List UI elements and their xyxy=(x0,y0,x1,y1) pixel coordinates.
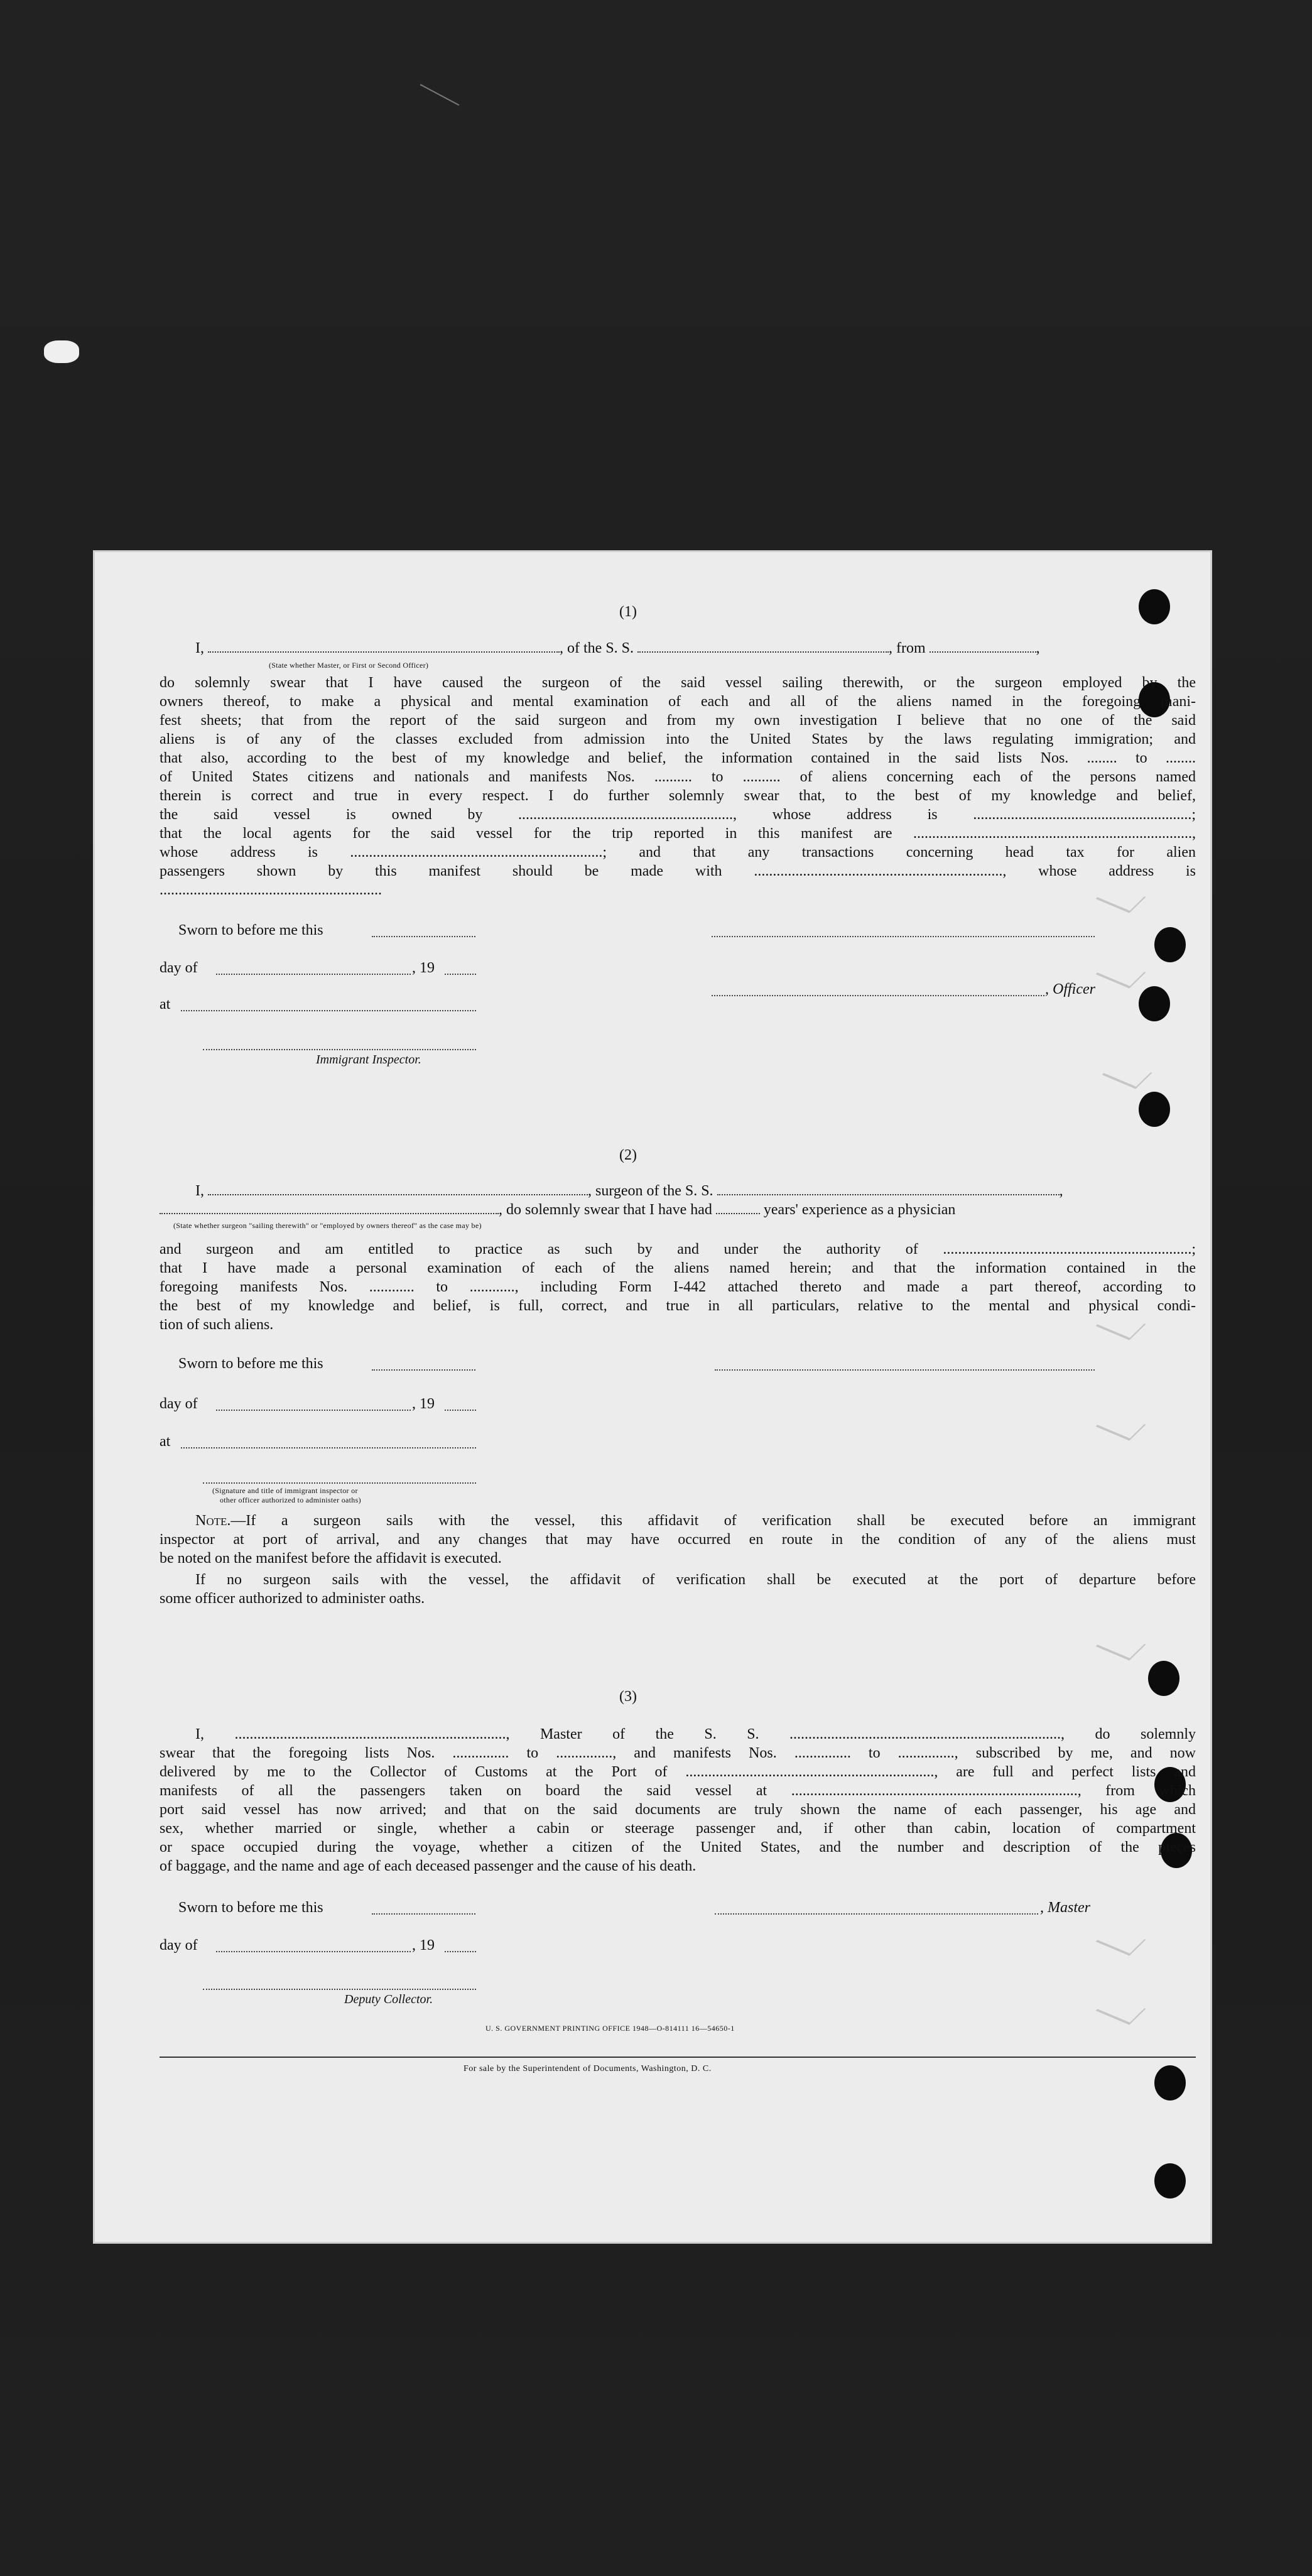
s1-inspector-blank[interactable] xyxy=(203,1049,476,1050)
s2-at-blank[interactable] xyxy=(181,1447,476,1448)
s1-text-line: fest sheets; that from the report of the said surgeon and from my own investigation I believe that no one of the said xyxy=(160,712,1196,729)
s1-text-line: of United States citizens and nationals and manifests Nos. .......... to .......... of aliens concerning each of the persons named xyxy=(160,769,1196,785)
s1-year-label: , 19 xyxy=(412,960,435,976)
s1-officer-blank[interactable] xyxy=(712,995,1044,996)
s3-sworn-blank[interactable] xyxy=(372,1913,475,1915)
s2-sig-hint-1: (Signature and title of immigrant inspector or xyxy=(212,1486,358,1495)
s2-oath-line-2: , do solemnly swear that I have had years' experience as a physician xyxy=(160,1202,955,1219)
note-line: If no surgeon sails with the vessel, the affidavit of verification shall be executed at the port of departure before xyxy=(195,1572,1196,1588)
s2-year-blank[interactable] xyxy=(445,1410,476,1411)
punch-hole xyxy=(1154,927,1186,962)
note-line: be noted on the manifest before the affidavit is executed. xyxy=(160,1550,502,1567)
s3-master-blank[interactable] xyxy=(715,1913,1038,1915)
s1-text-line: that the local agents for the said vessel for the trip reported in this manifest are .........................................................................., xyxy=(160,825,1196,842)
s3-year-blank[interactable] xyxy=(445,1951,476,1952)
s1-name-blank[interactable] xyxy=(208,641,560,653)
s1-inspector-label: Immigrant Inspector. xyxy=(316,1053,421,1067)
sale-notice: For sale by the Superintendent of Documents, Washington, D. C. xyxy=(464,2064,712,2073)
s3-master-label: , Master xyxy=(1040,1899,1090,1916)
bleed-through-mark xyxy=(1096,1994,1146,2024)
section-2-number: (2) xyxy=(619,1147,637,1163)
s1-at-label: at xyxy=(160,996,171,1013)
note-line: Note.—If a surgeon sails with the vessel, this affidavit of verification shall be executed before an immigrant xyxy=(195,1513,1196,1529)
s3-text-line: of baggage, and the name and age of each deceased passenger and the cause of his death. xyxy=(160,1858,697,1874)
gpo-imprint: U. S. GOVERNMENT PRINTING OFFICE 1948—O-814111 16—54650-1 xyxy=(485,2024,735,2033)
s1-sworn-blank[interactable] xyxy=(372,936,475,937)
s3-text-line: delivered by me to the Collector of Customs at the Port of .................................................................., are full and perfect lists and xyxy=(160,1764,1196,1780)
s3-collector-blank[interactable] xyxy=(203,1989,476,1990)
s1-officer-label: , Officer xyxy=(1045,981,1095,997)
s1-text-line: ........................................................... xyxy=(160,882,382,898)
s1-text-line: passengers shown by this manifest should be made with .................................................................., whose address is xyxy=(160,863,1196,879)
s1-text-line: therein is correct and true in every respect. I do further solemnly swear that, to the best of my knowledge and belief, xyxy=(160,788,1196,804)
s1-text-line: whose address is ...................................................................; and that any transactions concerning head tax for alien xyxy=(160,844,1196,861)
s3-sworn-label: Sworn to before me this xyxy=(178,1899,323,1916)
punch-hole xyxy=(1148,1661,1179,1696)
s3-day-blank[interactable] xyxy=(216,1951,411,1952)
bleed-through-mark xyxy=(1096,883,1146,913)
s1-text-line: the said vessel is owned by ........................................................., whose address is ..........................................................; xyxy=(160,807,1196,823)
s1-oath-line-1: I, , of the S. S. , from , xyxy=(195,640,1040,656)
s3-day-of-label: day of xyxy=(160,1937,198,1954)
s2-text-line: and surgeon and am entitled to practice as such by and under the authority of ..................................................................; xyxy=(160,1241,1196,1258)
punch-hole xyxy=(1154,2065,1186,2100)
manifest-back-page xyxy=(93,550,1212,2244)
s2-surgeon-hint: (State whether surgeon "sailing therewith" or "employed by owners thereof" as the case may be) xyxy=(173,1221,482,1230)
s2-years-blank[interactable] xyxy=(716,1203,760,1214)
bleed-through-mark xyxy=(1096,1630,1146,1660)
punch-hole xyxy=(1154,2163,1186,2198)
s2-vessel-blank[interactable] xyxy=(717,1184,1060,1195)
s1-year-blank[interactable] xyxy=(445,974,476,975)
s3-text-line: I, ........................................................................, Master of the S. S. ........................................................................, do solemnly xyxy=(195,1726,1196,1742)
s2-day-blank[interactable] xyxy=(216,1410,411,1411)
bleed-through-mark xyxy=(1096,1925,1146,1955)
s1-text-line: owners thereof, to make a physical and mental examination of each and all of the aliens named in the foregoing mani- xyxy=(160,693,1196,710)
s2-oath-line-1: I, , surgeon of the S. S. , xyxy=(195,1183,1063,1199)
s1-master-hint: (State whether Master, or First or Second Officer) xyxy=(269,661,429,670)
punch-hole xyxy=(1139,589,1170,624)
note-line: some officer authorized to administer oaths. xyxy=(160,1590,425,1607)
note-label: Note. xyxy=(195,1513,231,1529)
s2-at-label: at xyxy=(160,1433,171,1450)
s2-year-label: , 19 xyxy=(412,1396,435,1412)
s2-day-of-label: day of xyxy=(160,1396,198,1412)
s3-year-label: , 19 xyxy=(412,1937,435,1954)
bleed-through-mark xyxy=(1102,1058,1152,1089)
bleed-through-mark xyxy=(1096,1410,1146,1440)
footer-rule xyxy=(160,2057,1196,2058)
section-3-number: (3) xyxy=(619,1688,637,1705)
note-line: inspector at port of arrival, and any changes that may have occurred en route in the condition of any of the aliens must xyxy=(160,1531,1196,1548)
section-1-number: (1) xyxy=(619,604,637,620)
bleed-through-mark xyxy=(1096,958,1146,988)
s2-inspector-blank[interactable] xyxy=(203,1482,476,1484)
s2-sworn-blank[interactable] xyxy=(372,1369,475,1371)
s1-sworn-label: Sworn to before me this xyxy=(178,922,323,938)
s3-text-line: or space occupied during the voyage, whether a citizen of the United States, and the number and description of the pieces xyxy=(160,1839,1196,1856)
s2-surgeon-type-blank[interactable] xyxy=(160,1203,499,1214)
s3-collector-label: Deputy Collector. xyxy=(344,1992,433,2006)
s1-text-line: that also, according to the best of my knowledge and belief, the information contained in the said lists Nos. ........ to ........ xyxy=(160,750,1196,766)
s1-vessel-blank[interactable] xyxy=(637,641,889,653)
punch-hole xyxy=(1139,986,1170,1021)
s2-text-line: that I have made a personal examination of each of the aliens named herein; and that the information contained in the xyxy=(160,1260,1196,1276)
scan-speck xyxy=(44,340,79,363)
s3-text-line: sex, whether married or single, whether a cabin or steerage passenger and, if other than cabin, location of compartment xyxy=(160,1820,1196,1837)
s2-text-line: foregoing manifests Nos. ............ to ............, including Form I-442 attached thereto and made a part thereof, according to xyxy=(160,1279,1196,1295)
s1-day-blank[interactable] xyxy=(216,974,411,975)
s1-day-of-label: day of xyxy=(160,960,198,976)
s3-text-line: port said vessel has now arrived; and that on the said documents are truly shown the name of each passenger, his age and xyxy=(160,1802,1196,1818)
s2-sworn-label: Sworn to before me this xyxy=(178,1356,323,1372)
s2-text-line: the best of my knowledge and belief, is full, correct, and true in all particulars, relative to the mental and physical condi- xyxy=(160,1298,1196,1314)
s2-signature-blank[interactable] xyxy=(715,1369,1095,1371)
s3-text-line: swear that the foregoing lists Nos. ............... to ..............., and manifests Nos. ............... to ..............., subscribed by me, and now xyxy=(160,1745,1196,1761)
s1-text-line: do solemnly swear that I have caused the surgeon of the said vessel sailing therewith, or the surgeon employed by the xyxy=(160,675,1196,691)
s1-signature-blank[interactable] xyxy=(712,936,1095,937)
s1-from-blank[interactable] xyxy=(930,641,1036,653)
s1-at-blank[interactable] xyxy=(181,1010,476,1011)
s2-sig-hint-2: other officer authorized to administer oaths) xyxy=(220,1496,361,1504)
s2-name-blank[interactable] xyxy=(208,1184,588,1195)
punch-hole xyxy=(1139,1092,1170,1127)
s3-text-line: manifests of all the passengers taken on board the said vessel at ............................................................................, from which xyxy=(160,1783,1196,1799)
s1-text-line: aliens is of any of the classes excluded from admission into the United States by the laws regulating immigration; and xyxy=(160,731,1196,747)
s2-text-line: tion of such aliens. xyxy=(160,1317,274,1333)
